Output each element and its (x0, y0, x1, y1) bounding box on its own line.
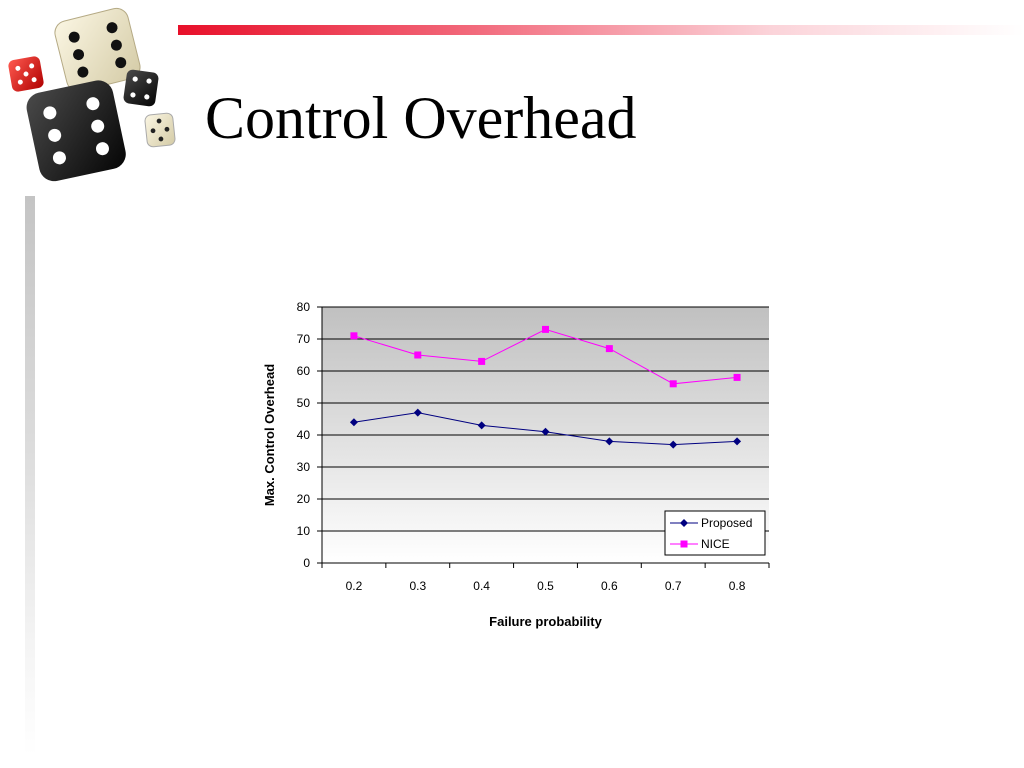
y-tick-label: 30 (296, 460, 310, 474)
x-tick-label: 0.3 (409, 579, 427, 593)
legend-label: NICE (701, 537, 730, 551)
x-tick-label: 0.8 (728, 579, 746, 593)
x-tick-label: 0.5 (537, 579, 554, 593)
x-tick-label: 0.4 (473, 579, 490, 593)
y-tick-label: 20 (296, 492, 310, 506)
slide-title: Control Overhead (205, 85, 637, 151)
legend-label: Proposed (701, 516, 753, 530)
y-axis-title: Max. Control Overhead (262, 363, 277, 507)
x-tick-label: 0.7 (664, 579, 682, 593)
data-point-nice (478, 358, 485, 365)
y-tick-label: 50 (296, 396, 310, 410)
x-tick-label: 0.6 (601, 579, 618, 593)
data-point-nice (606, 345, 613, 352)
y-tick-label: 60 (296, 364, 310, 378)
y-tick-label: 80 (296, 300, 310, 314)
legend-marker (681, 541, 688, 548)
y-tick-label: 70 (296, 332, 310, 346)
x-tick-label: 0.2 (345, 579, 363, 593)
y-tick-label: 40 (296, 428, 310, 442)
data-point-nice (542, 326, 549, 333)
data-point-nice (670, 380, 677, 387)
y-tick-label: 10 (296, 524, 310, 538)
data-point-nice (350, 332, 357, 339)
y-tick-label: 0 (303, 556, 310, 570)
data-point-nice (734, 374, 741, 381)
x-axis-title: Failure probability (489, 614, 602, 629)
data-point-nice (414, 352, 421, 359)
